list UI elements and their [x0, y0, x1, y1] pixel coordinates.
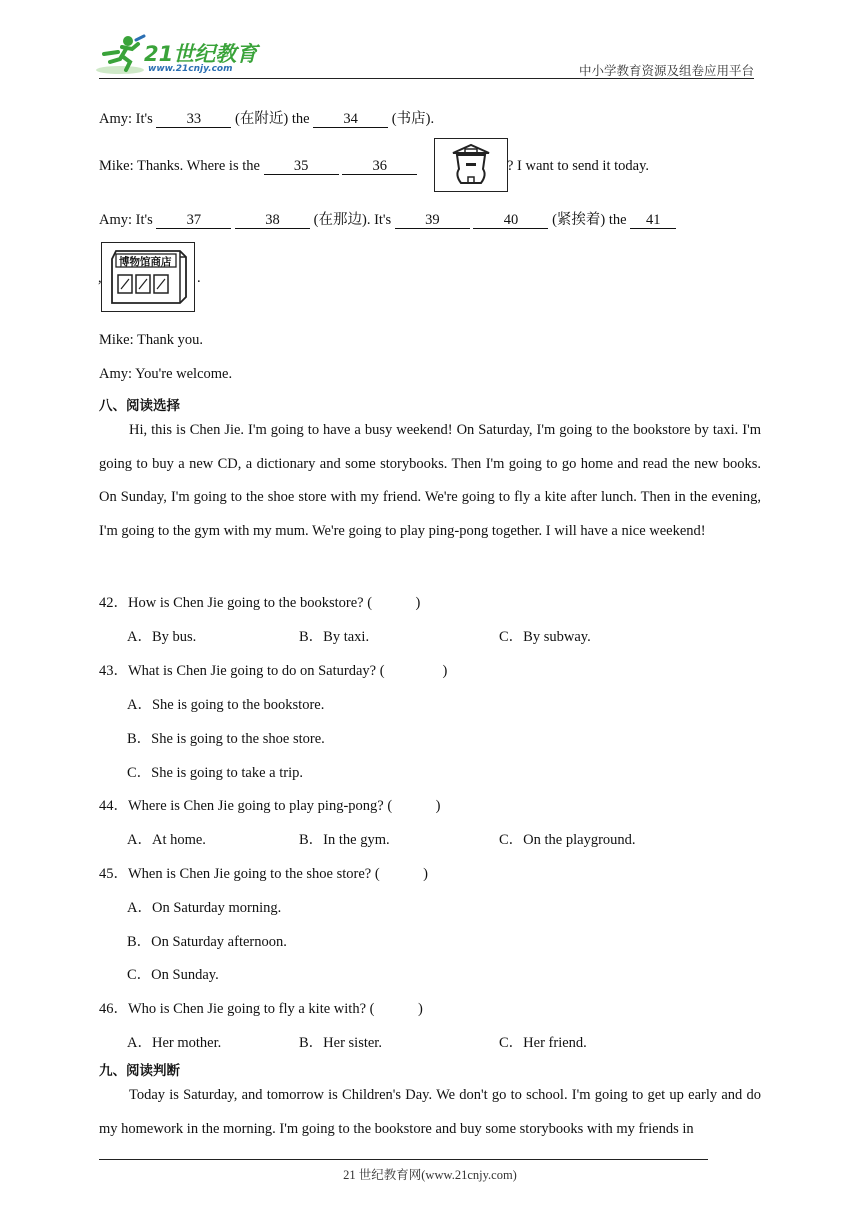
platform-name: 中小学教育资源及组卷应用平台 — [578, 63, 754, 78]
question-46: 46．Who is Chen Jie going to fly a kite with? ( ) — [99, 1001, 423, 1017]
option-43-c: C．She is going to take a trip. — [127, 765, 303, 781]
hint-text: (书店). — [391, 111, 435, 127]
question-45: 45．When is Chen Jie going to the shoe store? ( ) — [99, 866, 429, 882]
blank-34: 34 — [313, 112, 388, 128]
dialogue-line-2-end: ? I want to send it today. — [507, 158, 650, 174]
hint-text: (紧挨着) the — [552, 212, 627, 228]
option-46-c: C．Her friend. — [499, 1035, 587, 1051]
blank-38: 38 — [235, 213, 310, 229]
blank-37: 37 — [156, 213, 231, 229]
option-42-a: A．By bus. — [127, 629, 197, 645]
museum-shop-picture — [101, 242, 195, 312]
header-divider — [99, 78, 754, 79]
option-44-c: C．On the playground. — [499, 832, 636, 848]
blank-41: 41 — [630, 213, 676, 229]
blank-35: 35 — [264, 159, 339, 175]
section-9-passage — [99, 1079, 761, 1146]
speaker-text: Amy: It's — [99, 111, 153, 127]
question-43: 43．What is Chen Jie going to do on Saturday? ( ) — [99, 663, 448, 679]
option-42-c: C．By subway. — [499, 629, 591, 645]
period-mark: . — [197, 270, 201, 286]
option-45-c: C．On Sunday. — [127, 967, 219, 983]
question-44: 44．Where is Chen Jie going to play ping-pong? ( ) — [99, 798, 441, 814]
section-8-passage — [99, 414, 761, 548]
blank-40: 40 — [473, 213, 548, 229]
hint-text: (在附近) the — [235, 111, 310, 127]
footer-text: 21 世纪教育网(www.21cnjy.com) — [343, 1168, 517, 1182]
blank-33: 33 — [156, 112, 231, 128]
question-42: 42．How is Chen Jie going to the bookstore? ( ) — [99, 595, 421, 611]
hint-text: (在那边). It's — [313, 212, 392, 228]
dialogue-line-1 — [99, 107, 434, 128]
blank-39: 39 — [395, 213, 470, 229]
comma-mark: , — [98, 270, 102, 286]
option-44-b: B．In the gym. — [299, 832, 390, 848]
logo-text: 21世纪教育 — [144, 42, 258, 66]
option-45-a: A．On Saturday morning. — [127, 900, 282, 916]
dialogue-line-2 — [99, 158, 417, 175]
speaker-text: Mike: Thanks. Where is the — [99, 158, 260, 174]
logo-url: www.21cnjy.com — [148, 64, 233, 74]
option-46-b: B．Her sister. — [299, 1035, 382, 1051]
section-9-title: 九、阅读判断 — [99, 1063, 180, 1079]
speaker-text: Amy: It's — [99, 212, 153, 228]
blank-36: 36 — [342, 159, 417, 175]
footer-divider — [99, 1159, 708, 1160]
option-42-b: B．By taxi. — [299, 629, 370, 645]
site-logo — [92, 32, 262, 78]
option-43-b: B．She is going to the shoe store. — [127, 731, 325, 747]
option-45-b: B．On Saturday afternoon. — [127, 934, 287, 950]
option-43-a: A．She is going to the bookstore. — [127, 697, 325, 713]
passage-text: Hi, this is Chen Jie. I'm going to have a busy weekend! On Saturday, I'm going to the bookstore by taxi. I'm going to buy a new CD, a dictionary and some storybooks. Then I'm going to go home and read the new books. On Sunday, I'm going to the shoe store with my friend. We're going to fly a kite after lunch. Then in the evening, I'm going to the gym with my mum. We're going to play ping-pong together. I will have a nice weekend! — [99, 422, 761, 539]
post-office-icon — [435, 139, 507, 191]
museum-shop-sign: 博物馆商店 — [119, 256, 172, 268]
dialogue-line-5: Mike: Thank you. — [99, 332, 204, 348]
option-46-a: A．Her mother. — [127, 1035, 222, 1051]
passage-text: Today is Saturday, and tomorrow is Children's Day. We don't go to school. I'm going to get up early and do my homework in the morning. I'm going to the bookstore and buy some storybooks with my friends in — [99, 1087, 761, 1137]
option-44-a: A．At home. — [127, 832, 206, 848]
dialogue-line-6: Amy: You're welcome. — [99, 366, 233, 382]
dialogue-line-3 — [99, 208, 676, 229]
post-office-picture — [434, 138, 508, 192]
section-8-title: 八、阅读选择 — [99, 398, 180, 414]
